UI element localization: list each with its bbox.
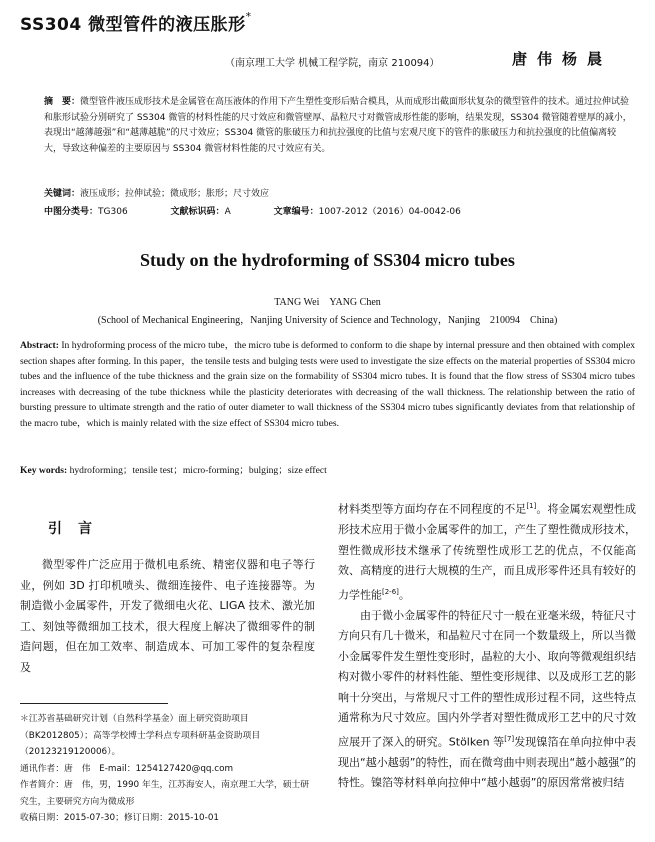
paper-title-cn (20, 10, 252, 35)
footnote-dates: 收稿日期：2015-07-30；修订日期：2015-10-01 (20, 813, 220, 823)
article-no-field (274, 207, 481, 217)
citation-ref: [1] (526, 502, 537, 510)
keywords-en (20, 462, 327, 476)
keywords-cn-text: 液压成形；拉伸试验；微成形；胀形；尺寸效应 (80, 189, 270, 199)
para-text: 由于微小金属零件的特征尺寸一般在亚毫米级，特征尺寸方向只有几十微米，和晶粒尺寸在同一个数量级上，所以当微小金属零件发生塑性变形时，晶粒的大小、取向等微观组织结构对微小零件的材料性能、塑性变形规律、以及成形工艺的影响十分突出，与常规尺寸工件的塑性成形过程不同，这些特点通常称为尺寸效应。国内外学者对塑性微成形工艺中的尺寸效应展开了深入的研究。Stölken 等 (338, 608, 636, 749)
body-right-column (338, 496, 636, 794)
citation-ref: [7] (504, 734, 515, 743)
para-text: 。将金属宏观塑性成形技术应用于微小金属零件的加工，产生了塑性微成形技术，塑性微成形技术继承了传统塑性成形工艺的优点，不仅能高效、高精度的进行大规模的生产，而且成形零件还具有较好的力学性能 (338, 502, 636, 602)
intro-paragraph-2 (338, 606, 636, 794)
classification-row (44, 204, 501, 217)
section-heading-introduction: 引言 (48, 521, 108, 537)
affiliation-en: (School of Mechanical Engineering，Nanjing University of Science and Technology，Nanjing 210094 China) (97, 315, 558, 326)
keywords-en-label: Key words: (20, 465, 68, 476)
abstract-cn-text: 微型管件液压成形技术是金属管在高压液体的作用下产生塑性变形后贴合模具，从而成形出截面形状复杂的微型管件的技术。通过拉伸试验和胀形试验分别研究了 SS304 微管的材料性能的尺寸效应和微管壁厚、晶粒尺寸对微管成形性能的影响，结果发现，SS304 微管随着壁厚的减小，表现出“越薄越强”和“越薄越脆”的尺寸效应；SS304 微管的胀破压力和抗拉强度的比值与宏观尺度下的管件的胀破压力和抗拉强度的比值偏离较大，导致这种偏差的主要原因与 SS304 微管材料性能的尺寸效应有关。 (44, 97, 632, 154)
intro-paragraph-1: 微型零件广泛应用于微机电系统、精密仪器和电子等行业，例如 3D 打印机喷头、微细连接件、电子连接器等。为制造微小金属零件，开发了微细电火花、LIGA 技术、激光加工、刻蚀等微细加工技术，很大程度上解决了微细零件的制造问题，但在加工效率、制造成本、可加工零件的复杂程度及 (20, 558, 315, 674)
abstract-cn-label: 摘 要： (44, 97, 81, 107)
para-text: 。 (398, 588, 410, 602)
doc-code-label: 文献标识码： (170, 207, 225, 217)
abstract-cn (44, 95, 634, 157)
paper-title-en: Study on the hydroforming of SS304 micro tubes (140, 250, 515, 270)
clc-field (44, 207, 148, 217)
abstract-en (20, 338, 635, 432)
footnote-divider (20, 703, 168, 704)
abstract-en-text: In hydroforming process of the micro tube，the micro tube is deformed to conform to die shape by internal pressure and then obtained with complex section shapes after forming. In this paper，the tensile tests and bulging tests were used to investigate the size effects on the material properties of SS304 micro tubes and the influence of the tube thickness and the grain size on the formability of SS304 micro tubes. It is found that the flow stress of SS304 micro tubes increases with decreasing of the tube thickness while the plasticity deteriorates with decreasing of the wall thickness. The relationship between the ratio of bursting pressure to ultimate strength and the ratio of outer diameter to wall thickness of the SS304 micro tubes significantly deviates from that relationship of the macro tube，which is mainly related with the size effect of SS304 micro tubes. (20, 340, 635, 429)
citation-ref: [2-6] (382, 587, 399, 596)
doc-code-field (171, 207, 251, 217)
body-left-column (20, 555, 315, 678)
authors-cn: 唐伟杨晨 (512, 50, 613, 68)
footnote-funding: ＊江苏省基础研究计划（自然科学基金）面上研究资助项目（BK2012805）；高等学校博士学科点专项科研基金资助项目（20123219120006）。 (20, 714, 261, 757)
footnotes (20, 711, 315, 827)
clc-label: 中图分类号： (44, 207, 99, 217)
keywords-cn-label: 关键词： (44, 189, 81, 199)
footnote-contact: 通讯作者：唐 伟 E-mail：1254127420@qq.com (20, 763, 234, 774)
keywords-en-text: hydroforming；tensile test；micro-forming；bulging；size effect (69, 465, 327, 476)
authors-en: TANG Wei YANG Chen (274, 297, 381, 308)
footnote-author-bio: 作者简介：唐 伟，男，1990 年生，江苏海安人，南京理工大学，硕士研究生，主要研究方向为微成形 (20, 780, 310, 807)
article-no-label: 文章编号： (273, 207, 319, 217)
title-cn-text: SS304 微型管件的液压胀形 (20, 15, 246, 35)
article-no-value: 1007-2012（2016）04-0042-06 (318, 207, 461, 217)
keywords-cn (44, 186, 269, 199)
para-text: 材料类型等方面均存在不同程度的不足 (338, 502, 527, 516)
intro-paragraph-1-cont (338, 496, 636, 606)
para-text: 发现镍箔在单向拉伸中表现出“越小越弱”的特性，而在微弯曲中则表现出“越小越强”的特性。镍箔等材料单向拉伸中“越小越弱”的原因常常被归结 (338, 735, 637, 790)
clc-value: TG306 (98, 207, 128, 217)
doc-code-value: A (224, 207, 231, 217)
abstract-en-label: Abstract: (20, 340, 59, 351)
affiliation-cn: （南京理工大学 机械工程学院，南京 210094） (225, 58, 440, 69)
title-footnote-mark: * (245, 10, 252, 23)
